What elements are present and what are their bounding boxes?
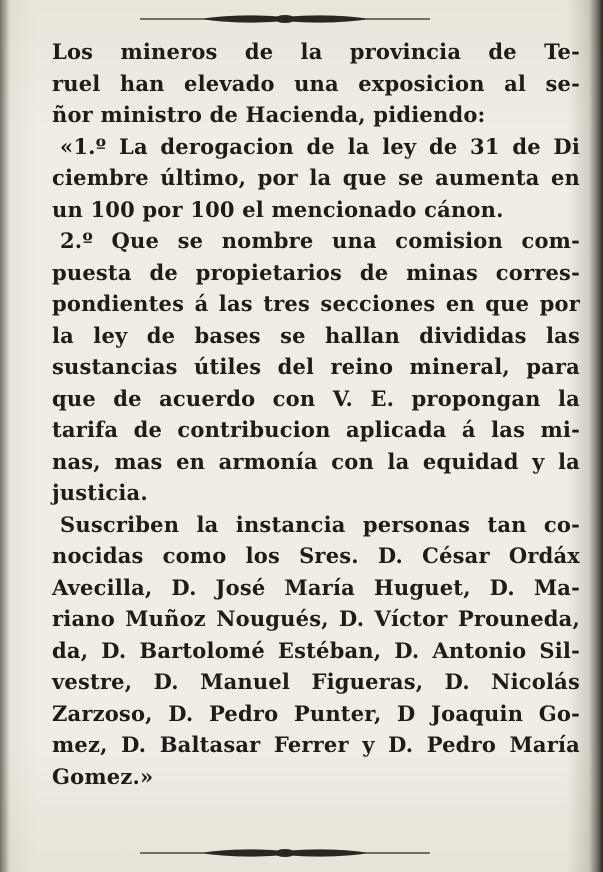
text-line: ñor ministro de Hacienda, pidiendo: bbox=[52, 102, 486, 127]
text-line: «1.º La derogacion de la ley de 31 de Di bbox=[60, 133, 580, 159]
text-line: justicia. bbox=[52, 480, 148, 505]
text-line: vestre, D. Manuel Figueras, D. Nicolás bbox=[52, 669, 580, 694]
text-line: riano Muñoz Nougués, D. Víctor Prouneda, bbox=[52, 606, 580, 631]
text-line: Zarzoso, D. Pedro Punter, D Joaquin Go- bbox=[52, 700, 580, 726]
text-line: 2.º Que se nombre una comision com- bbox=[60, 228, 580, 253]
text-line: da, D. Bartolomé Estéban, D. Antonio Sil- bbox=[52, 637, 580, 663]
text-line: puesta de propietarios de minas corres- bbox=[52, 259, 580, 285]
text-line: la ley de bases se hallan divididas las bbox=[52, 322, 580, 348]
bottom-ornamental-rule-icon bbox=[140, 846, 430, 860]
text-line: pondientes á las tres secciones en que por bbox=[52, 291, 580, 316]
text-line: sustancias útiles del reino mineral, para bbox=[52, 354, 580, 379]
text-line: tarifa de contribucion aplicada á las mi- bbox=[52, 417, 580, 442]
text-line: nas, mas en armonía con la equidad y la bbox=[52, 448, 580, 474]
top-ornamental-rule-icon bbox=[140, 12, 430, 26]
text-line: ruel han elevado una exposicion al se- bbox=[52, 70, 580, 96]
text-line: Gomez.» bbox=[52, 763, 154, 789]
text-line: un 100 por 100 el mencionado cánon. bbox=[52, 196, 504, 222]
text-line: nocidas como los Sres. D. César Ordáx bbox=[52, 543, 580, 568]
text-line: que de acuerdo con V. E. propongan la bbox=[52, 385, 580, 411]
article-body bbox=[52, 36, 580, 792]
text-line: Suscriben la instancia personas tan co- bbox=[60, 511, 580, 537]
text-line: ciembre último, por la que se aumenta en bbox=[52, 165, 580, 190]
text-line: Avecilla, D. José María Huguet, D. Ma- bbox=[52, 574, 580, 600]
text-line: mez, D. Baltasar Ferrer y D. Pedro María bbox=[52, 732, 580, 757]
right-shadow bbox=[589, 0, 603, 872]
left-shadow bbox=[0, 0, 10, 872]
text-line: Los mineros de la provincia de Te- bbox=[52, 39, 580, 64]
